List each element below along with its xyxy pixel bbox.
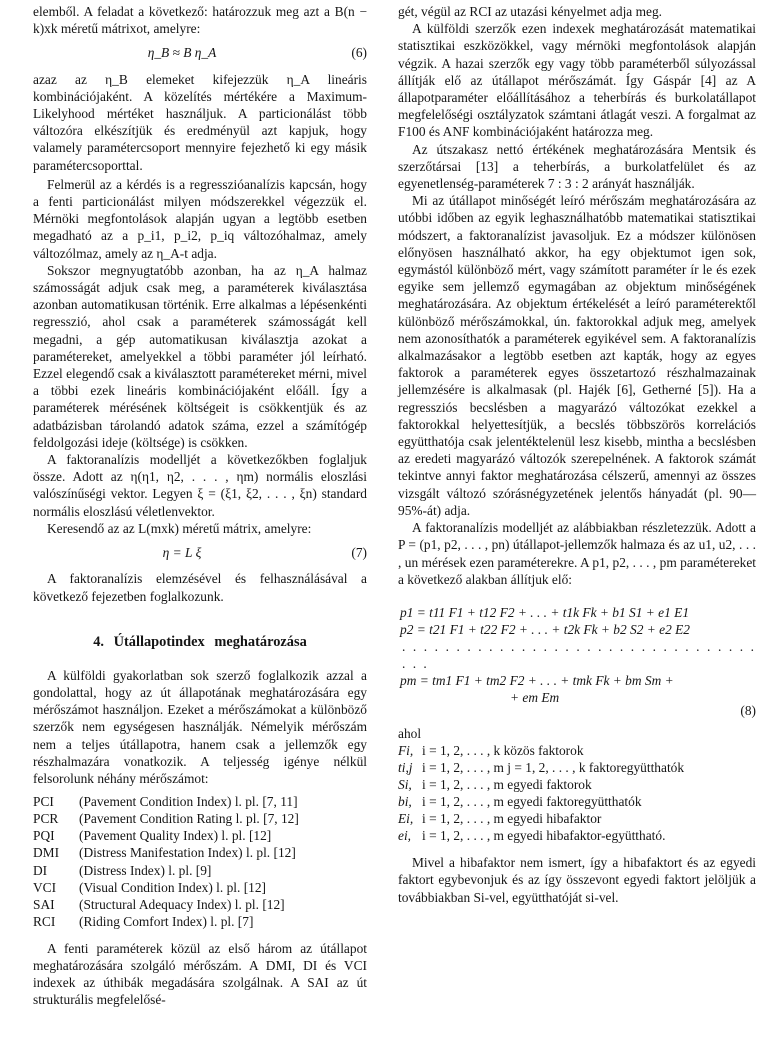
list-item	[33, 810, 367, 827]
equation-8	[398, 604, 756, 719]
index-desc: (Structural Adequacy Index) l. pl. [12]	[79, 896, 285, 912]
equation-8-line-3-cont: + em Em	[510, 689, 560, 705]
index-abbr: VCI	[33, 879, 57, 895]
paragraph-faktor-model: A faktoranalízis modelljét a következőkben foglaljuk össze. Adott az η(η1, η2, . . . , ηm) normális eloszlási valószínűségi vektor. Legyen ξ = (ξ1, ξ2, . . . , ξn) standard normális eloszlású véletlenvektor.	[33, 452, 367, 519]
definition-text: i = 1, 2, . . . , m j = 1, 2, . . . , k faktoregyütthatók	[422, 760, 685, 776]
definition-symbol: Si,	[398, 777, 412, 793]
paragraph-felmerul: Felmerül az a kérdés is a regresszióanalízis kapcsán, hogy a fenti particionálást milyen módszerekkel végezzük el. Mérnöki megfontolások alapján ugyan a legtöbb esetben megadható az a p_i1, p_i2, p_iq változóhalmaz, amely változólmaz, amely az η_A-t adja.	[33, 176, 367, 261]
index-abbr: SAI	[33, 896, 55, 912]
index-abbr: DI	[33, 862, 48, 878]
paragraph-mivel: Mivel a hibafaktor nem ismert, így a hibafaktort és az egyedi faktort egybevonjuk és az így összevont egyedi faktort jelöljük a továbbiakban Si-vel, együtthatóját si-vel.	[398, 855, 756, 905]
list-item	[398, 793, 756, 810]
left-column	[33, 3, 367, 1009]
definition-text: i = 1, 2, . . . , m egyedi hibafaktor-együttható.	[422, 828, 666, 844]
index-desc: (Distress Manifestation Index) l. pl. [12]	[79, 845, 296, 861]
index-desc: (Distress Index) l. pl. [9]	[79, 862, 212, 878]
list-item	[33, 896, 367, 913]
list-item	[33, 862, 367, 879]
definition-text: i = 1, 2, . . . , m egyedi faktorok	[422, 777, 592, 793]
paragraph-fenti: A fenti paraméterek közül az első három az útállapot meghatározására szolgáló mérőszám. A DMI, DI és VCI indexek az úthibák megadására szolgálnak. A SAI az út strukturális megfelelősé-	[33, 940, 367, 1008]
paragraph-keresendo: Keresendő az az L(mxk) méretű mátrix, amelyre:	[47, 520, 312, 536]
paragraph-utszakasz: Az útszakasz nettó értékének meghatározására Mentsik és szerzőtársai [13] a teherbírás, a burkolatfelület és az egyenetlenség-paraméterek 7 : 3 : 2 arányát használják.	[398, 141, 756, 192]
paragraph-elemzes: A faktoranalízis elemzésével és felhasználásával a következő fejezetben foglalkozunk.	[33, 571, 367, 604]
equation-6-expr: η_B ≈ B η_A	[147, 45, 217, 61]
index-abbr: PCI	[33, 794, 54, 810]
index-abbr: PCR	[33, 811, 59, 827]
equation-8-line-3: pm = tm1 F1 + tm2 F2 + . . . + tmk Fk + bm Sm +	[400, 672, 674, 688]
paragraph-top: elemből. A feladat a következő: határozzuk meg azt a B(n − k)xk méretű mátrixot, amelyre:	[33, 4, 367, 37]
list-item	[398, 827, 756, 844]
paragraph-modell: A faktoranalízis modelljét az alábbiakban részletezzük. Adott a P = (p1, p2, . . . , pn) útállapot-jellemzők halmaza és az u1, u2, . . . , un mérések ezen paraméterekre. A p1, p2, . . . , pm paramétereket a következő alakban állítjuk elő:	[398, 520, 756, 587]
list-item	[33, 827, 367, 844]
equation-7-number: (7)	[351, 545, 367, 561]
definition-symbol: bi,	[398, 794, 412, 810]
index-desc: (Pavement Quality Index) l. pl. [12]	[79, 828, 272, 844]
equation-6	[33, 44, 367, 61]
paragraph-kulfoldi-szerzok: A külföldi szerzők ezen indexek meghatározását matematikai statisztikai eszközökkel, vagy mérnöki megfontolások alapján végzik. A hazai szerzők egy vagy több paraméterből súlyozással állítják elő az útállapot mérőszámát. Így Gáspár [4] az A állapotparaméter előállításához a teherbírás és burkolatállapot megfelelőségi osztályzatok számtani átlagát veszi. A forgalmat az F100 és ANF kombinációjaként határozza meg.	[398, 21, 756, 140]
equation-8-number: (8)	[740, 702, 756, 718]
definition-symbol: ei,	[398, 828, 412, 844]
right-column	[398, 3, 756, 906]
index-abbr: DMI	[33, 845, 60, 861]
paragraph-sokszor: Sokszor megnyugtatóbb azonban, ha az η_A halmaz számosságát adjuk csak meg, a paraméterek kiválasztása azonban automatikusan történik. Erre alkalmas a lépésenkénti regresszió, ahol csak a paraméterek számosságát kell megadni, a gép automatikusan kiválasztja azokat a paramétereket, amelyekkel a többi paraméter jól leírható. Ezzel elegendő csak a kiválasztott paramétereket mérni, mivel a többi ezek lineáris kombinációjaként előáll. Így a paraméterek mérésének költségeit is csökkentjük és az adatbázisban tárolandó adatok száma, ezzel a számítógép feldolgozási ideje (költsége) is csökken.	[33, 262, 367, 450]
index-list	[33, 793, 367, 930]
index-desc: (Riding Comfort Index) l. pl. [7]	[79, 913, 254, 929]
equation-8-line-1: p1 = t11 F1 + t12 F2 + . . . + t1k Fk + b1 S1 + e1 E1	[400, 604, 690, 620]
paragraph-continuation: gét, végül az RCI az utazási kényelmet adja meg.	[398, 4, 662, 19]
equation-7-expr: η = L ξ	[162, 545, 202, 561]
definition-text: i = 1, 2, . . . , k közös faktorok	[422, 743, 584, 759]
index-desc: (Pavement Condition Rating l. pl. [7, 12]	[79, 811, 299, 827]
definition-list	[398, 742, 756, 844]
paragraph-azaz: azaz az η_B elemeket kifejezzük η_A lineáris kombinációjaként. A közelítés mértékére a Maximum-Likelyhood mértéket használjuk. A particionálást több változóra elkészítjük és eredményül azt kapjuk, hogy valamely paramétercsoport mennyire fejezhető ki egy másik paramétercsoporttal.	[33, 71, 367, 173]
equation-7	[33, 544, 367, 561]
list-item	[33, 879, 367, 896]
equation-6-number: (6)	[351, 45, 367, 61]
list-item	[398, 776, 756, 793]
list-item	[33, 913, 367, 930]
definition-symbol: ti,j	[398, 760, 413, 776]
list-item	[33, 844, 367, 861]
definition-text: i = 1, 2, . . . , m egyedi hibafaktor	[422, 811, 602, 827]
equation-8-line-2: p2 = t21 F1 + t22 F2 + . . . + t2k Fk + b2 S2 + e2 E2	[400, 621, 691, 637]
paragraph-kulfoldi: A külföldi gyakorlatban sok szerző foglalkozik azzal a gondolattal, hogy az út állapotának meghatározására egy mérőszámot használjon. Ezeket a mérőszámokat a különböző szerzők nem egységesen használják. Némelyik mérőszám nem a teljes útállapotra, hanem csak a jellemzők egy részhalmazára vonatkozik. A teljesség igénye nélkül felsorolunk néhány mérőszámot:	[33, 667, 367, 786]
list-item	[398, 759, 756, 776]
index-abbr: RCI	[33, 913, 56, 929]
definition-text: i = 1, 2, . . . , m egyedi faktoregyütthatók	[422, 794, 642, 810]
index-abbr: PQI	[33, 828, 55, 844]
definition-symbol: Ei,	[398, 811, 414, 827]
list-item	[398, 810, 756, 827]
equation-8-dots: . . . . . . . . . . . . . . . . . . . . . . . . . . . . . . . . . . . .	[402, 638, 756, 671]
paragraph-mi: Mi az útállapot minőségét leíró mérőszám meghatározására az utóbbi időben az egyik leghasználhatóbb matematikai statisztikai módszert, a faktoranalízist javasoljuk. Ez a módszer különösen előnyösen használható akkor, ha egy objektumot igen sok, egymástól különböző mért, vagy számított paraméter ír le és ezek egyike sem jellemző egymagában az objektum minőségének meghatározására. Az objektum értékelését a leíró paraméterektől különböző mérőszámokkal, ún. faktorokkal adjuk meg, amelyek nem azonosíthatók a paraméterek egyikével sem. A faktoranalízis alkalmazásakor a legtöbb esetben azt kapták, hogy az egyes faktorok a paraméterek egyes összetartozó részhalmazainak jellemzésére is alkalmasak (pl. Hajék [6], Getherné [5]). Ha a regressziós becslésben a magyarázó változókat ezekkel a faktorokkal helyettesítjük, a becslés többszörös korrelációs együtthatója csak jelentéktelenül lesz kisebb, mintha a becslésben az eredeti magyarázó változók szerepelnének. A faktorok számát tekintve annyi faktor meghatározása célszerű, amennyi az összes vizsgált változó szórásnégyzetének jelentős hányadát (pl. 90—95%-át) adja.	[398, 193, 756, 518]
list-item	[398, 742, 756, 759]
list-item	[33, 793, 367, 810]
paragraph-ahol: ahol	[398, 725, 422, 741]
index-desc: (Visual Condition Index) l. pl. [12]	[79, 879, 267, 895]
definition-symbol: Fi,	[398, 743, 414, 759]
index-desc: (Pavement Condition Index) l. pl. [7, 11]	[79, 794, 298, 810]
section-heading: 4. Útállapotindex meghatározása	[93, 633, 307, 650]
